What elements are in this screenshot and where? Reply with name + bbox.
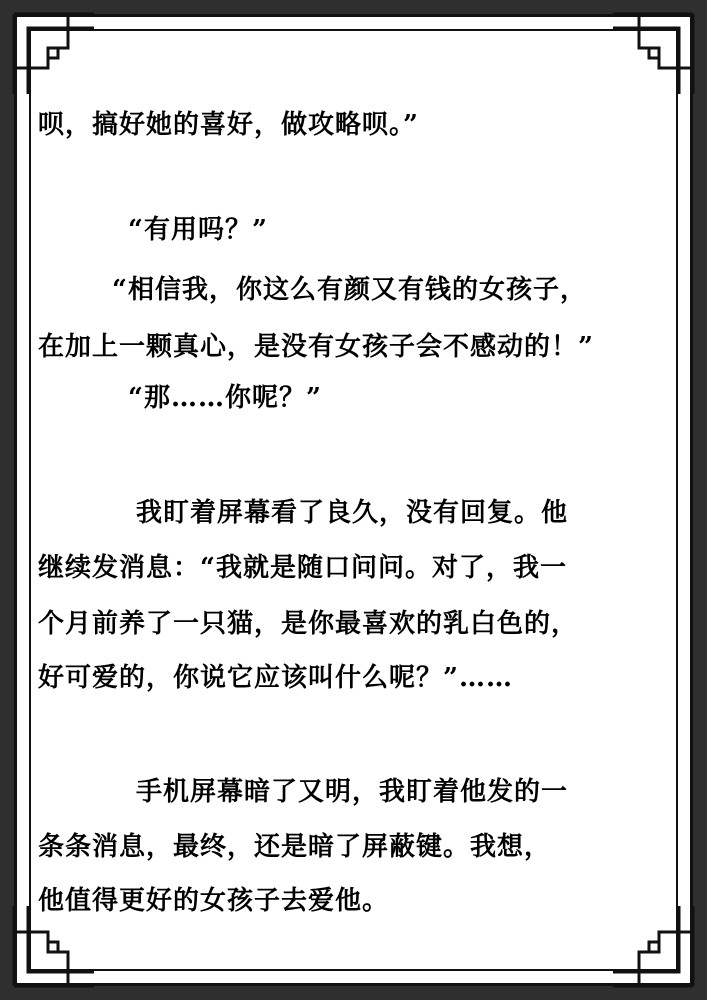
text-line: 他值得更好的女孩子去爱他。 xyxy=(38,886,390,916)
text-line: 呗，搞好她的喜好，做攻略呗。” xyxy=(38,110,419,140)
text-line: “那……你呢？” xyxy=(128,383,322,413)
text-line: 我盯着屏幕看了良久，没有回复。他 xyxy=(136,498,569,528)
text-line: “有用吗？” xyxy=(128,215,268,245)
text-line: 条条消息，最终，还是暗了屏蔽键。我想， xyxy=(38,832,552,862)
text-line: “相信我，你这么有颜又有钱的女孩子， xyxy=(112,275,587,305)
text-line: 个月前养了一只猫，是你最喜欢的乳白色的， xyxy=(38,609,579,639)
text-line: 在加上一颗真心，是没有女孩子会不感动的！” xyxy=(38,332,594,362)
text-line: 好可爱的，你说它应该叫什么呢？”…… xyxy=(38,663,513,693)
text-line: 手机屏幕暗了又明，我盯着他发的一 xyxy=(136,777,569,807)
text-line: 继续发消息：“我就是随口问问。对了，我一 xyxy=(38,553,567,583)
